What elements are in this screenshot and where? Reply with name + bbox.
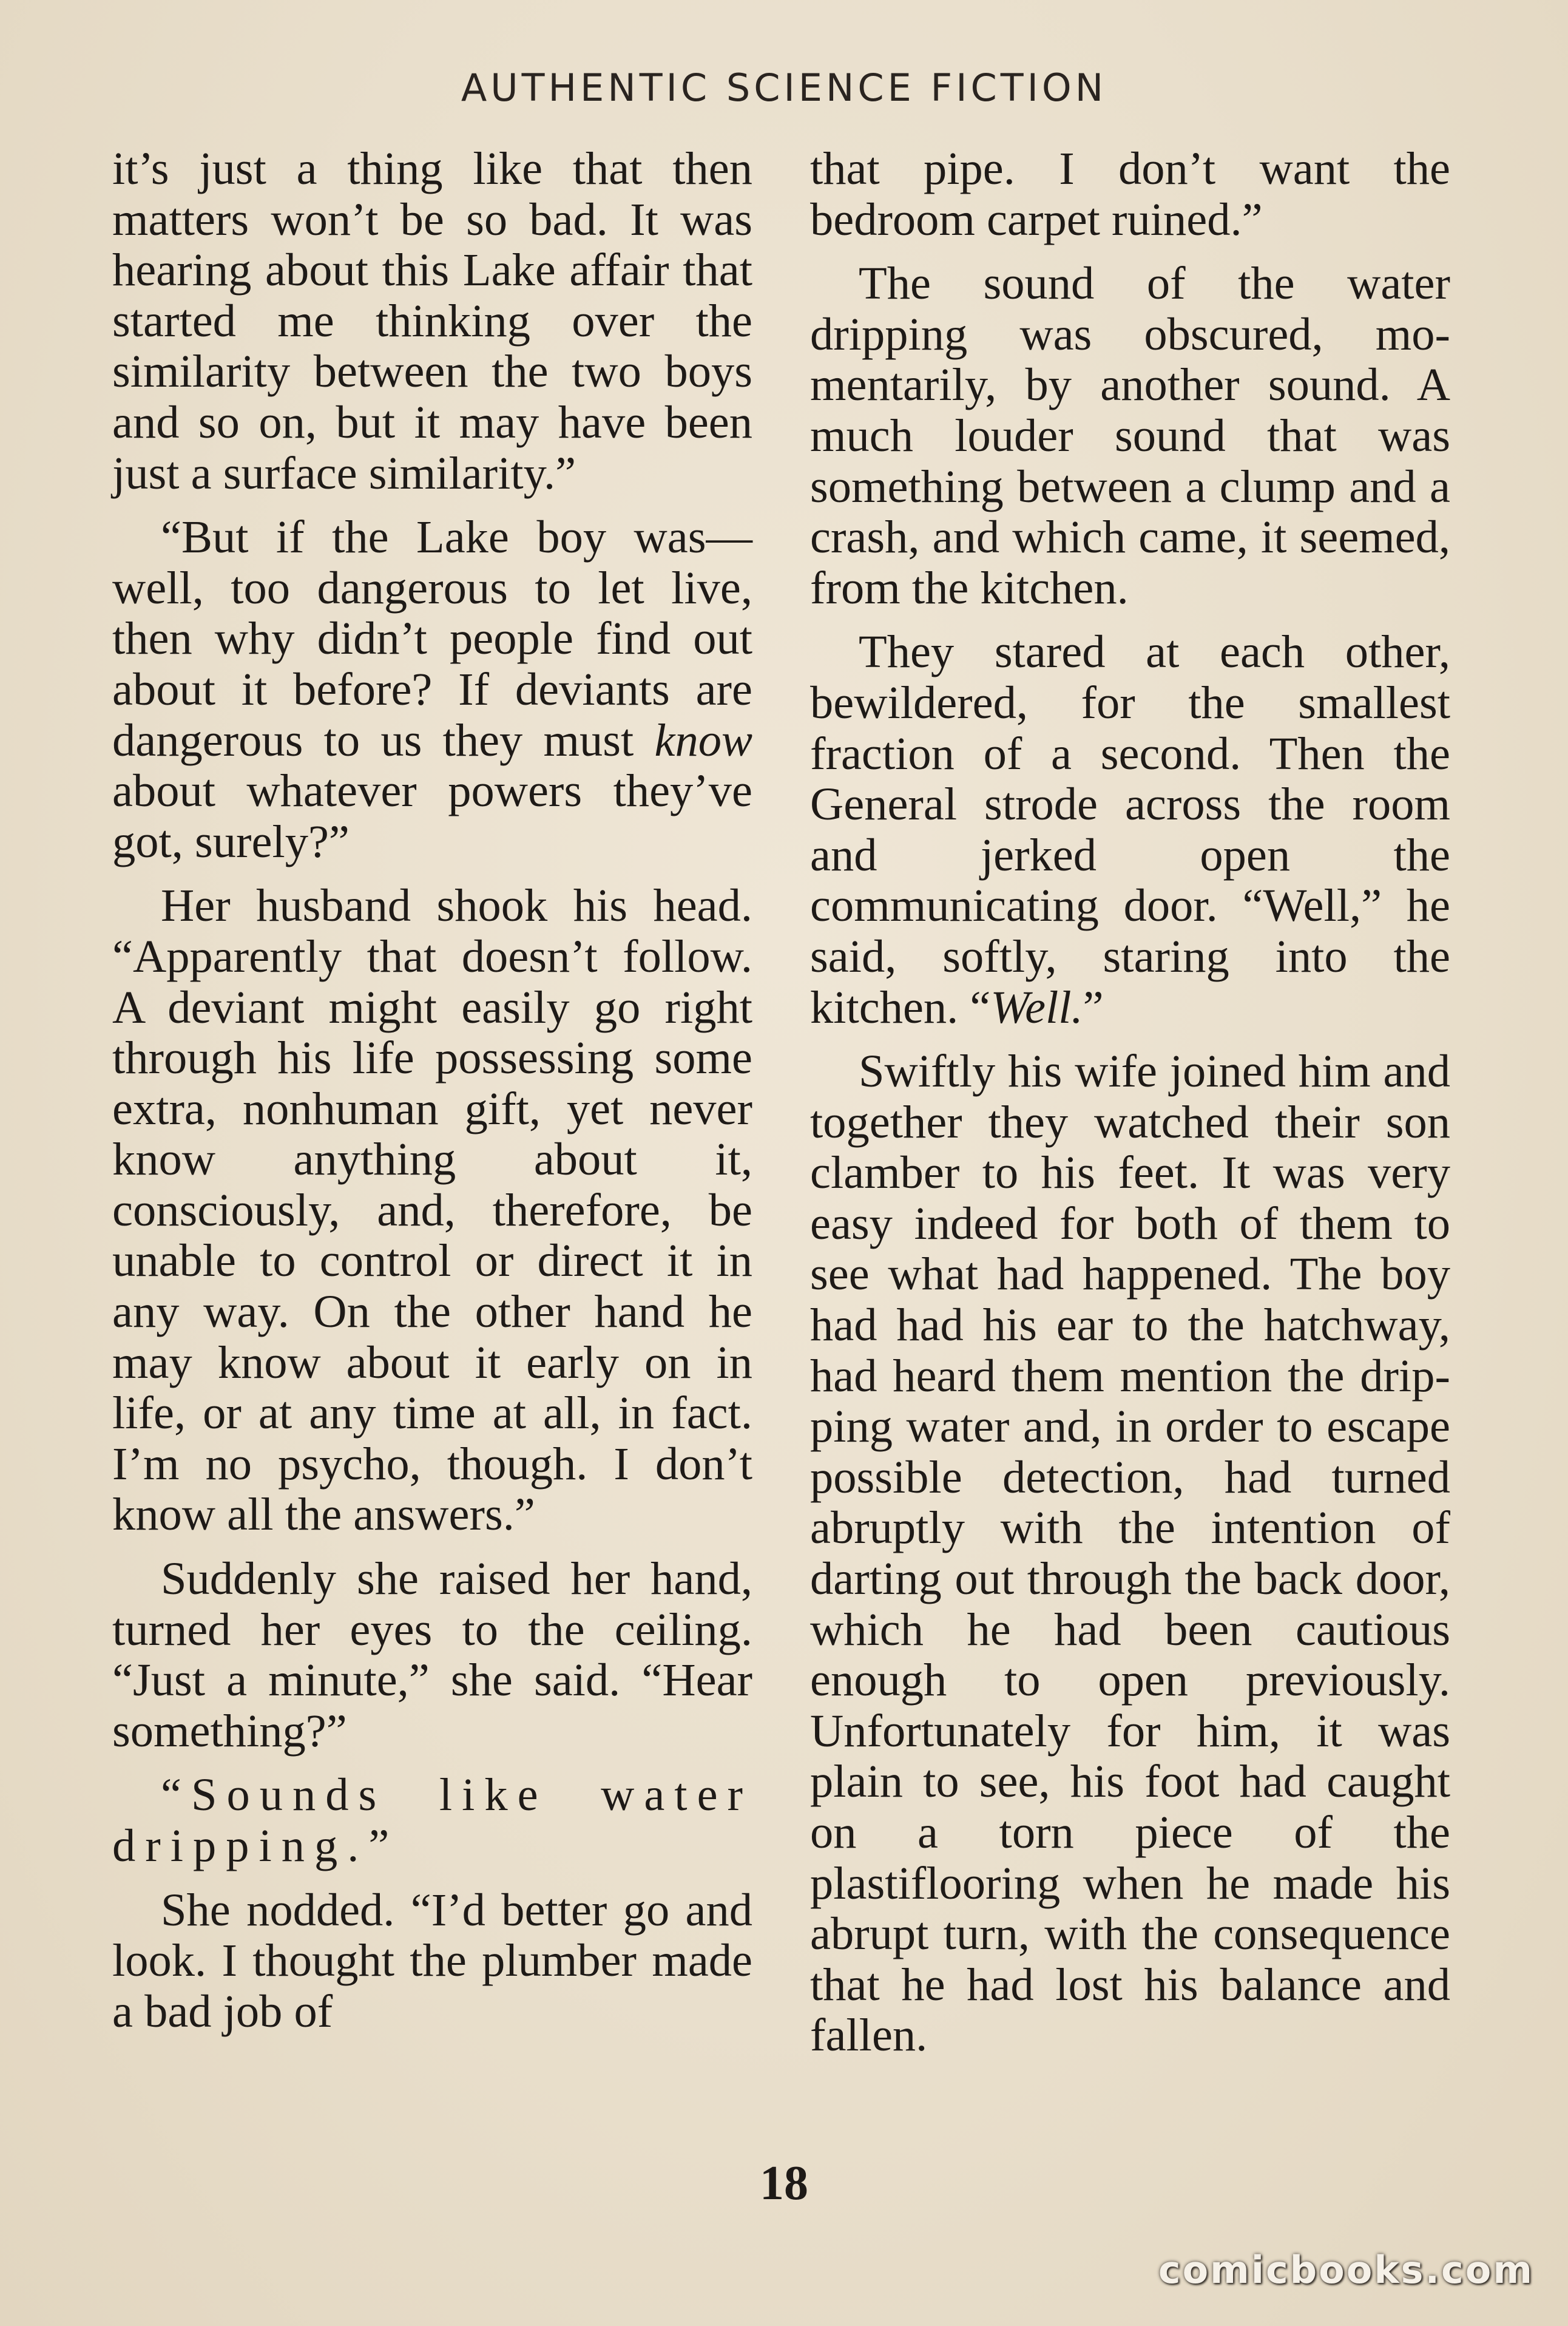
- paragraph: Swiftly his wife joined him and together they watched their son clamber to his feet. It was very easy indeed for both of them to see what had happened. The boy had had his ear to the hatchway, had heard them mention the dripping water and, in order to escape possible detection, had turned abruptly with the intention of darting out through the back door, which he had been cautious enough to open previously. Unfortunately for him, it was plain to see, his foot had caught on a torn piece of the plastiflooring when he made his abrupt turn, with the consequence that he had lost his balance and fallen.: [810, 1045, 1450, 2061]
- paragraph-text: They stared at each other, bewildered, for the smallest fraction of a second. Then the General strode across the room and jerked open the communicating door. “Well,” he said, softly, staring into the kitchen. “: [810, 626, 1450, 1033]
- paragraph: it’s just a thing like that then matters won’t be so bad. It was hearing about this Lake affair that started me thinking over the similarity between the two boys and so on, but it may have been just a surface similarity.”: [112, 143, 752, 499]
- emphasis-text: Well.: [990, 981, 1083, 1033]
- page-number: 18: [760, 2157, 808, 2210]
- paragraph-text: about whatever powers they’ve got, surely?”: [112, 765, 752, 867]
- running-header: AUTHENTIC SCIENCE FICTION: [461, 66, 1107, 110]
- emphasis-text: know: [654, 714, 752, 766]
- paragraph: [112, 512, 752, 867]
- paragraph: She nodded. “I’d better go and look. I thought the plumber made a bad job of: [112, 1884, 752, 2037]
- paragraph: The sound of the water dripping was obscured, momentarily, by another sound. A much louder sound that was something between a clump and a crash, and which came, it seemed, from the kitchen.: [810, 257, 1450, 614]
- paragraph: Suddenly she raised her hand, turned her eyes to the ceiling. “Just a minute,” she said. “Hear something?”: [112, 1553, 752, 1757]
- watermark: comicbooks.com: [1158, 2248, 1534, 2292]
- paragraph-text: ”: [1083, 981, 1104, 1033]
- left-column: [112, 143, 752, 2050]
- right-column: [810, 143, 1450, 2074]
- paragraph: that pipe. I don’t want the bedroom carpet ruined.”: [810, 143, 1450, 245]
- paragraph: [810, 626, 1450, 1032]
- paragraph: Her husband shook his head. “Apparently that doesn’t follow. A deviant might easily go right through his life possessing some extra, nonhuman gift, yet never know anything about it, consciously, and, therefore, be unable to control or direct it in any way. On the other hand he may know about it early on in life, or at any time at all, in fact. I’m no psycho, though. I don’t know all the answers.”: [112, 880, 752, 1541]
- paragraph-text: “But if the Lake boy was— well, too dangerous to let live, then why didn’t people find out about it before? If deviants are dangerous to us they must: [112, 511, 752, 766]
- paragraph: “Sounds like water dripping.”: [112, 1769, 752, 1871]
